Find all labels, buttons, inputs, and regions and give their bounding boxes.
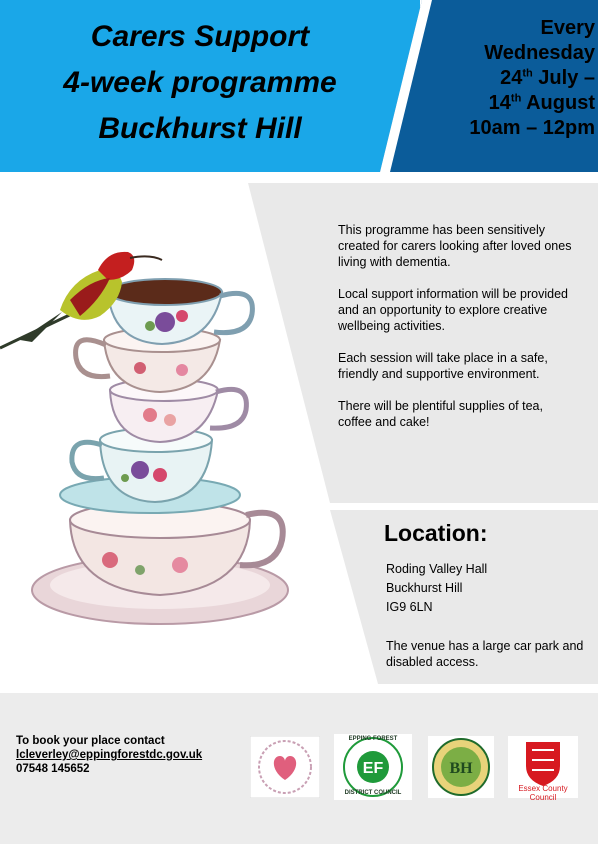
title-line: Carers Support [90, 20, 310, 53]
title-line: 4-week programme [63, 66, 337, 99]
schedule-line: Every [540, 17, 595, 39]
venue-address [386, 560, 586, 617]
booking-contact [16, 734, 202, 776]
epping-forest-bottom-text: DISTRICT COUNCIL [344, 790, 402, 796]
title-line: Buckhurst Hill [98, 112, 302, 145]
address-line: Roding Valley Hall [386, 562, 488, 576]
schedule-time: 10am – 12pm [469, 117, 595, 139]
venue-note: The venue has a large car park and disabled access. [386, 639, 584, 669]
address-line: Buckhurst Hill [386, 581, 463, 595]
programme-description [338, 222, 578, 446]
description-paragraph: This programme has been sensitively created for carers looking after loved ones living with dementia. [338, 223, 572, 269]
address-line: IG9 6LN [386, 600, 433, 614]
description-paragraph: Each session will take place in a safe, friendly and supportive environment. [338, 351, 548, 381]
schedule-block [425, 16, 595, 141]
dementia-heart-logo [250, 736, 320, 798]
flyer-title [20, 14, 380, 152]
location-heading: Location: [384, 520, 488, 546]
svg-text:EF: EF [362, 760, 384, 777]
buckhurst-hill-logo [428, 736, 494, 798]
teacups-bird-illustration [0, 230, 330, 650]
essex-logo-text: Essex County Council [518, 784, 568, 802]
schedule-line: Wednesday [484, 42, 595, 64]
contact-email-link[interactable]: lcleverley@eppingforestdc.gov.uk [16, 749, 203, 761]
schedule-end-date: 14th August [488, 92, 595, 114]
description-paragraph: Local support information will be provided and an opportunity to explore creative wellbeing activities. [338, 287, 568, 333]
epping-forest-top-text: EPPING FOREST [348, 736, 398, 742]
contact-intro: To book your place contact [16, 735, 165, 747]
description-paragraph: There will be plentiful supplies of tea, coffee and cake! [338, 399, 543, 429]
schedule-start-date: 24th July – [500, 67, 595, 89]
contact-phone: 07548 145652 [16, 763, 90, 775]
svg-text:BH: BH [449, 760, 473, 777]
